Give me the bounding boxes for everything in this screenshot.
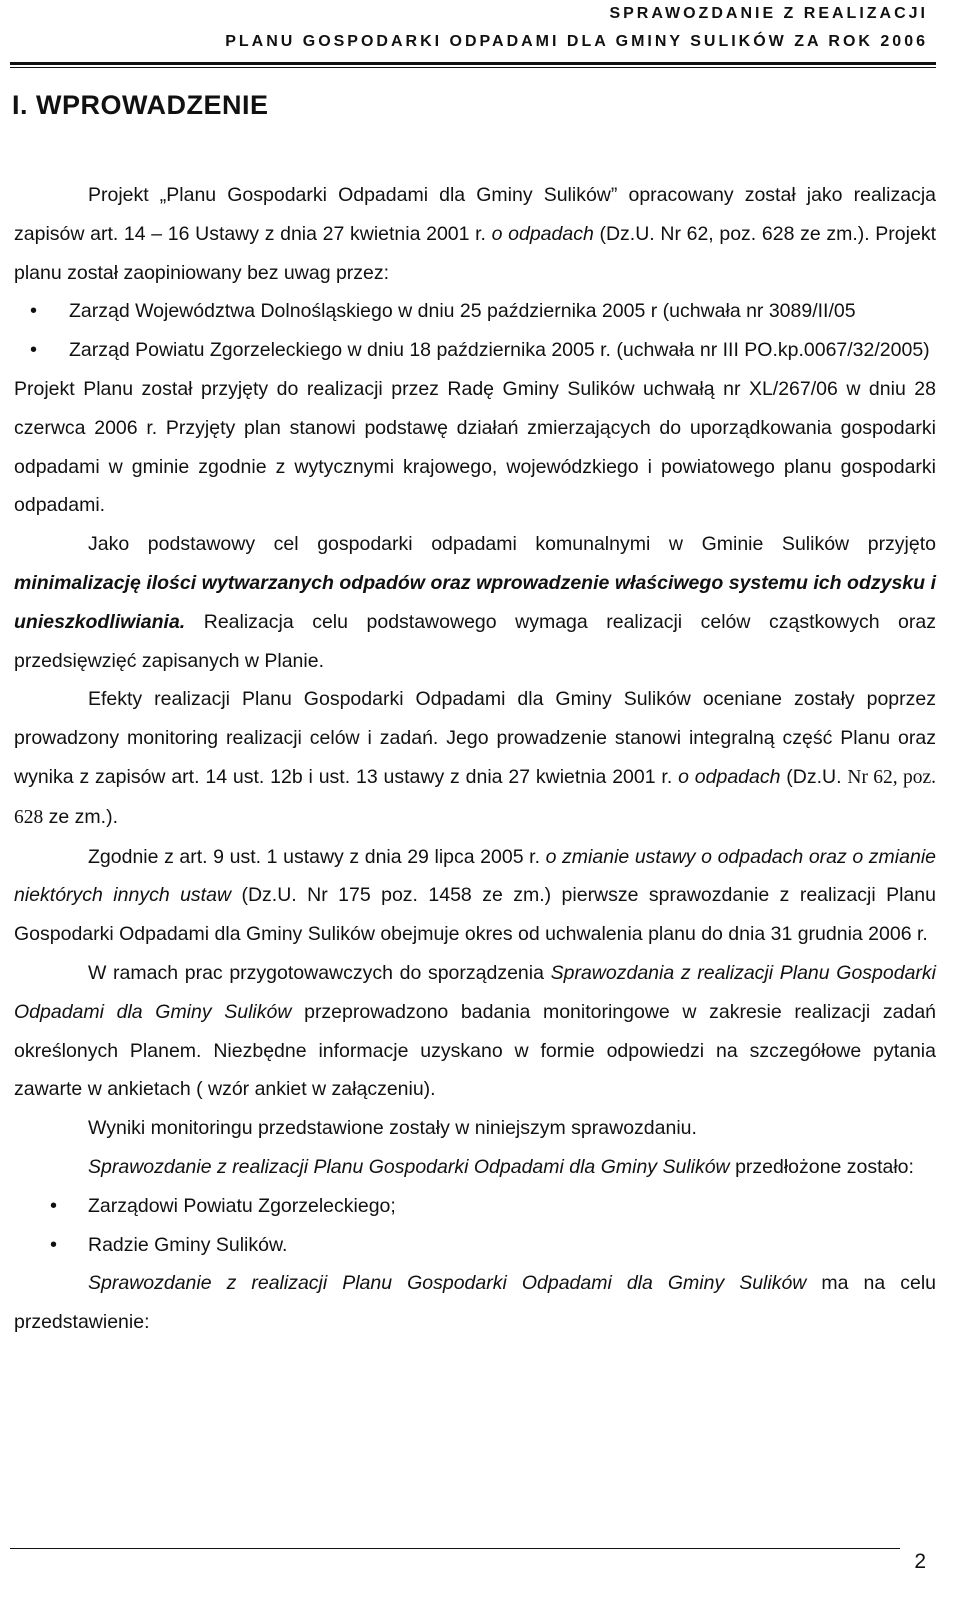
paragraph-3 [14,525,936,680]
italic-run: o odpadach [491,222,594,245]
italic-run: Sprawozdanie z realizacji Planu Gospodarki Odpadami dla Gminy Sulików [88,1272,807,1295]
bullet-item: • Radzie Gminy Sulików. [14,1226,936,1265]
running-header [225,0,928,56]
text-run: (Dz.U. [780,765,848,788]
paragraph-2: Projekt Planu został przyjęty do realizacji przez Radę Gminy Sulików uchwałą nr XL/267/06 w dniu 28 czerwca 2006 r. Przyjęty plan stanowi podstawę działań zmierzających do uporządkowania gospodarki odpadami w gminie zgodnie z wytycznymi krajowego, wojewódzkiego i powiatowego planu gospodarki odpadami. [14,377,936,517]
header-line-1: SPRAWOZDANIE Z REALIZACJI [609,5,928,22]
paragraph-7: Wyniki monitoringu przedstawione zostały w niniejszym sprawozdaniu. [88,1117,697,1140]
body-text [14,176,936,1342]
header-line-2: PLANU GOSPODARKI ODPADAMI DLA GMINY SULIKÓW ZA ROK 2006 [225,33,928,50]
text-run: (Dz.U. Nr 62, poz. 628 ze zm.). Projekt planu został zaopiniowany bez uwag przez: [14,222,936,284]
paragraph-5 [14,838,936,954]
text-run: Jako podstawowy cel gospodarki odpadami komunalnymi w Gminie Sulików przyjęto [88,533,936,556]
text-run: Zgodnie z art. 9 ust. 1 ustawy z dnia 29 lipca 2005 r. [88,845,546,868]
text-run: Projekt „Planu Gospodarki Odpadami dla Gminy Sulików” opracowany został jako realizacja zapisów art. 14 – 16 Ustawy z dnia 27 kwietnia 2001 r. [14,184,936,245]
page-number: 2 [914,1550,926,1573]
paragraph-6 [14,954,936,1109]
bullet-item: • Zarządowi Powiatu Zgorzeleckiego; [14,1187,936,1226]
text-run: ze zm.). [43,805,119,828]
text-run: W ramach prac przygotowawczych do sporządzenia [88,961,551,984]
italic-run: Sprawozdania z realizacji Planu Gospodarki Odpadami dla Gminy Sulików [14,961,936,1023]
paragraph-8 [14,1148,936,1187]
bullet-item: • Zarząd Powiatu Zgorzeleckiego w dniu 18 października 2005 r. (uchwała nr III PO.kp.0067/32/2005) [14,331,936,370]
text-run: przedłożone zostało: [729,1155,914,1178]
italic-run: o zmianie ustawy o odpadach oraz o zmianie niektórych innych ustaw [14,845,937,907]
italic-run: Sprawozdanie z realizacji Planu Gospodarki Odpadami dla Gminy Sulików [88,1155,730,1178]
header-rule [10,62,936,65]
text-run: ma na celu przedstawienie: [14,1272,936,1334]
text-run: przeprowadzono badania monitoringowe w zakresie realizacji zadań określonych Planem. Niezbędne informacje uzyskano w formie odpowiedzi na szczegółowe pytania zawarte w ankietach ( wzór ankiet w załączeniu). [14,1000,937,1101]
footer-rule [10,1548,900,1549]
paragraph-1 [14,176,936,292]
chapter-title: I. WPROWADZENIE [12,90,269,120]
text-run: (Dz.U. Nr 175 poz. 1458 ze zm.) pierwsze sprawozdanie z realizacji Planu Gospodarki Odpadami dla Gminy Sulików obejmuje okres od uchwalenia planu do dnia 31 grudnia 2006 r. [14,884,936,946]
serif-run: Nr 62, poz. 628 [14,766,936,828]
bold-italic-run: minimalizację ilości wytwarzanych odpadów oraz wprowadzenie właściwego systemu ich odzysku i unieszkodliwiania. [14,571,936,633]
paragraph-4 [14,680,936,837]
text-run: Efekty realizacji Planu Gospodarki Odpadami dla Gminy Sulików oceniane zostały poprzez prowadzony monitoring realizacji celów i zadań. Jego prowadzenie stanowi integralną część Planu oraz wynika z zapisów art. 14 ust. 12b i ust. 13 ustawy z dnia 27 kwietnia 2001 r. [14,688,936,788]
paragraph-9 [14,1264,936,1342]
bullet-item: • Zarząd Województwa Dolnośląskiego w dniu 25 października 2005 r (uchwała nr 3089/II/05 [14,292,936,331]
header-rule-thin [10,67,936,68]
text-run: Realizacja celu podstawowego wymaga realizacji celów cząstkowych oraz przedsięwzięć zapisanych w Planie. [14,610,936,672]
italic-run: o odpadach [678,765,781,788]
